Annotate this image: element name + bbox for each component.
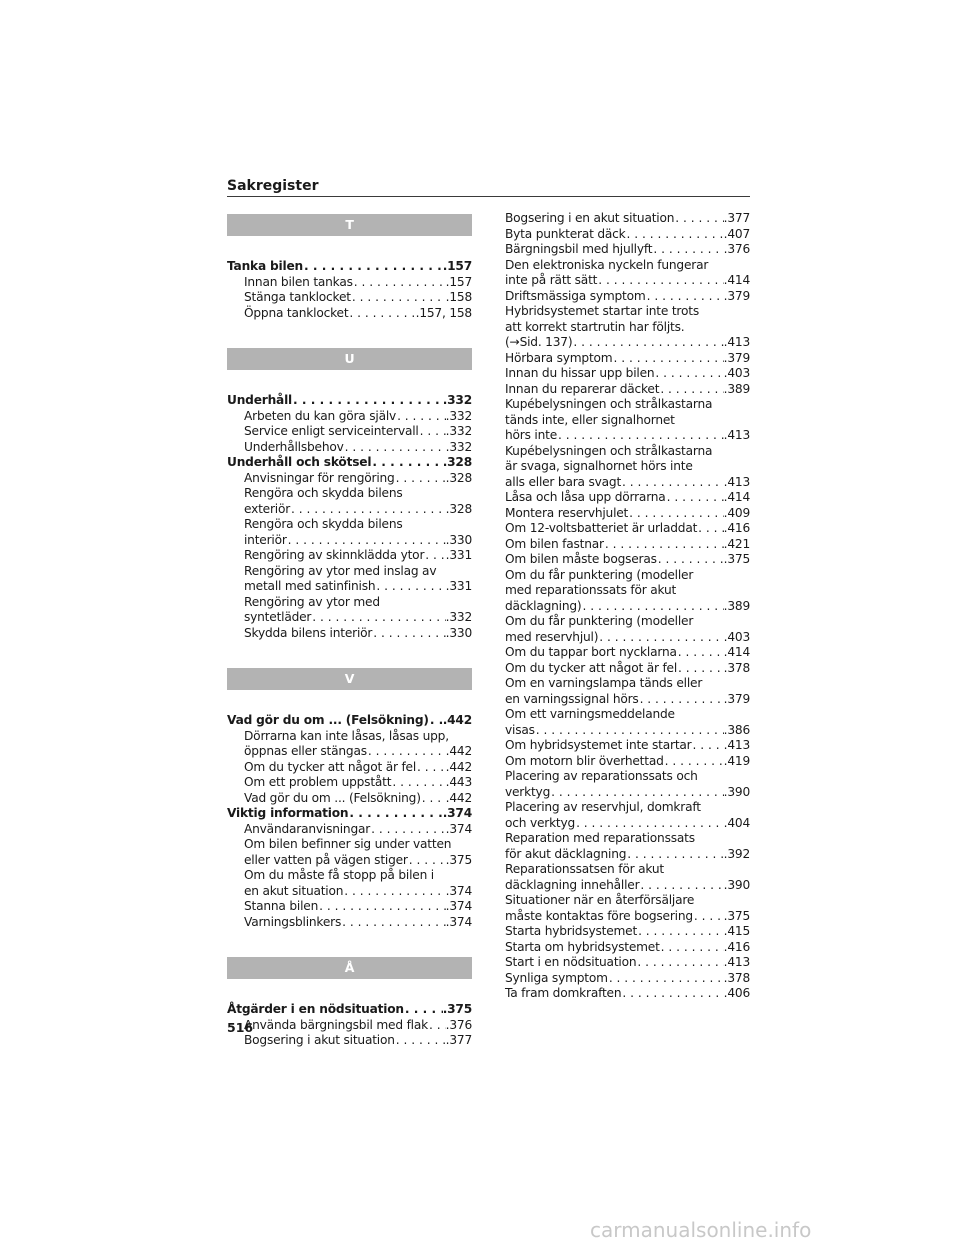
index-entry[interactable]: Anvisningar för rengöring . . . .328 bbox=[227, 471, 472, 487]
index-entry[interactable]: måste kontaktas före bogsering . . . .375 bbox=[505, 909, 750, 925]
index-entry[interactable]: eller vatten på vägen stiger . . . .375 bbox=[227, 853, 472, 869]
index-entry-line: Kupébelysningen och strålkastarna bbox=[505, 397, 713, 411]
index-entry[interactable]: Byta punkterat däck . . . .407 bbox=[505, 227, 750, 243]
index-entry-line: att korrekt startrutin har följts. bbox=[505, 319, 685, 334]
watermark: carmanualsonline.info bbox=[590, 1218, 812, 1242]
index-entry-line: tänds inte, eller signalhornet bbox=[505, 412, 675, 427]
index-entry[interactable]: Bogsering i akut situation . . . .377 bbox=[227, 1033, 472, 1049]
index-entry-line: Placering av reservhjul, domkraft bbox=[505, 800, 701, 814]
index-entry-line: Om en varningslampa tänds eller bbox=[505, 676, 703, 690]
index-entry-line: Om du måste få stopp på bilen i bbox=[244, 868, 434, 882]
index-entry[interactable]: interiör . . . .330 bbox=[227, 533, 472, 549]
index-entry-line: Placering av reparationssats och bbox=[505, 769, 698, 783]
index-entry-line: Rengöra och skydda bilens bbox=[244, 517, 403, 531]
index-entry-main[interactable]: Underhåll och skötsel . . . .328 bbox=[227, 455, 472, 471]
index-entry[interactable]: en akut situation . . . .374 bbox=[227, 884, 472, 900]
index-entry-line: Om du får punktering (modeller bbox=[505, 567, 694, 582]
index-entry[interactable]: (→Sid. 137) . . . .413 bbox=[505, 335, 750, 351]
index-entry[interactable]: och verktyg . . . .404 bbox=[505, 816, 750, 832]
index-entry[interactable]: Stanna bilen . . . .374 bbox=[227, 899, 472, 915]
index-entry[interactable]: för akut däcklagning . . . .392 bbox=[505, 847, 750, 863]
index-entry[interactable]: Om 12-voltsbatteriet är urladdat . . . .416 bbox=[505, 521, 750, 537]
index-entry[interactable]: Starta hybridsystemet . . . .415 bbox=[505, 924, 750, 940]
index-entry[interactable]: Hörbara symptom . . . .379 bbox=[505, 351, 750, 367]
index-entry-main[interactable]: Åtgärder i en nödsituation . . . .375 bbox=[227, 1002, 472, 1018]
index-entry[interactable]: verktyg . . . .390 bbox=[505, 785, 750, 801]
index-entry-line: är svaga, signalhornet hörs inte bbox=[505, 459, 693, 473]
right-column bbox=[505, 211, 750, 1002]
index-entry-line: Reparation med reparationssats bbox=[505, 831, 695, 845]
index-entry[interactable]: Service enligt serviceintervall . . . .332 bbox=[227, 424, 472, 440]
index-entry-line: Kupébelysningen och strålkastarna bbox=[505, 443, 713, 458]
index-entry[interactable]: Driftsmässiga symptom . . . .379 bbox=[505, 289, 750, 305]
index-entry-line: Om ett varningsmeddelande bbox=[505, 707, 675, 721]
page-number: 516 bbox=[227, 1020, 254, 1035]
left-column bbox=[227, 214, 472, 1049]
index-entry-line: Hybridsystemet startar inte trots bbox=[505, 304, 699, 318]
index-entry[interactable]: Skydda bilens interiör . . . .330 bbox=[227, 626, 472, 642]
index-entry[interactable]: alls eller bara svagt . . . .413 bbox=[505, 475, 750, 491]
index-entry[interactable]: syntetläder . . . .332 bbox=[227, 610, 472, 626]
index-entry-line: Om du får punktering (modeller bbox=[505, 614, 694, 628]
index-entry[interactable]: Montera reservhjulet . . . .409 bbox=[505, 506, 750, 522]
letter-bar-t: T bbox=[227, 214, 472, 236]
index-entry[interactable]: Om du tycker att något är fel . . . .442 bbox=[227, 760, 472, 776]
letter-bar-aa: Å bbox=[227, 957, 472, 979]
index-entry-line: Om bilen befinner sig under vatten bbox=[244, 837, 452, 851]
index-entry[interactable]: Om du tycker att något är fel . . . .378 bbox=[505, 661, 750, 677]
index-entry[interactable]: hörs inte . . . .413 bbox=[505, 428, 750, 444]
index-entry[interactable]: Starta om hybridsystemet . . . .416 bbox=[505, 940, 750, 956]
index-entry[interactable]: Om du tappar bort nycklarna . . . .414 bbox=[505, 645, 750, 661]
index-entry-line: Dörrarna kan inte låsas, låsas upp, bbox=[244, 728, 449, 743]
letter-bar-u: U bbox=[227, 348, 472, 370]
index-entry-main[interactable]: Vad gör du om ... (Felsökning) . . . .442 bbox=[227, 713, 472, 729]
index-entry[interactable]: inte på rätt sätt . . . .414 bbox=[505, 273, 750, 289]
index-entry-line: Rengöring av ytor med bbox=[244, 594, 380, 609]
index-entry[interactable]: Stänga tanklocket . . . .158 bbox=[227, 290, 472, 306]
index-entry-line: Rengöra och skydda bilens bbox=[244, 486, 403, 500]
index-entry-line: Rengöring av ytor med inslag av bbox=[244, 563, 437, 578]
index-entry[interactable]: Använda bärgningsbil med flak . . . .376 bbox=[227, 1018, 472, 1034]
index-entry[interactable]: öppnas eller stängas . . . .442 bbox=[227, 744, 472, 760]
index-entry-main[interactable]: Tanka bilen . . . .157 bbox=[227, 259, 472, 275]
index-entry[interactable]: med reservhjul) . . . .403 bbox=[505, 630, 750, 646]
index-entry[interactable]: Låsa och låsa upp dörrarna . . . .414 bbox=[505, 490, 750, 506]
index-entry[interactable]: Innan du reparerar däcket . . . .389 bbox=[505, 382, 750, 398]
index-entry[interactable]: Rengöring av skinnklädda ytor . . . .331 bbox=[227, 548, 472, 564]
index-entry[interactable]: Om bilen fastnar . . . .421 bbox=[505, 537, 750, 553]
index-entry[interactable]: Innan du hissar upp bilen . . . .403 bbox=[505, 366, 750, 382]
index-entry[interactable]: Arbeten du kan göra själv . . . .332 bbox=[227, 409, 472, 425]
index-entry[interactable]: däcklagning) . . . .389 bbox=[505, 599, 750, 615]
index-entry[interactable]: Om ett problem uppstått . . . .443 bbox=[227, 775, 472, 791]
index-entry[interactable]: exteriör . . . .328 bbox=[227, 502, 472, 518]
index-entry[interactable]: däcklagning innehåller . . . .390 bbox=[505, 878, 750, 894]
index-entry-line: Situationer när en återförsäljare bbox=[505, 893, 695, 907]
index-entry[interactable]: metall med satinfinish . . . .331 bbox=[227, 579, 472, 595]
index-header bbox=[227, 178, 750, 197]
index-entry-main[interactable]: Underhåll . . . .332 bbox=[227, 393, 472, 409]
index-entry[interactable]: Användaranvisningar . . . .374 bbox=[227, 822, 472, 838]
index-entry[interactable]: Öppna tanklocket . . . .157, 158 bbox=[227, 306, 472, 322]
index-entry[interactable]: Ta fram domkraften . . . .406 bbox=[505, 986, 750, 1002]
index-entry[interactable]: Start i en nödsituation . . . .413 bbox=[505, 955, 750, 971]
index-entry[interactable]: Om bilen måste bogseras . . . .375 bbox=[505, 552, 750, 568]
index-entry[interactable]: Bogsering i en akut situation . . . .377 bbox=[505, 211, 750, 227]
index-entry[interactable]: Bärgningsbil med hjullyft . . . .376 bbox=[505, 242, 750, 258]
index-entry-main[interactable]: Viktig information . . . .374 bbox=[227, 806, 472, 822]
letter-bar-v: V bbox=[227, 668, 472, 690]
index-entry[interactable]: Underhållsbehov . . . .332 bbox=[227, 440, 472, 456]
index-entry[interactable]: visas . . . .386 bbox=[505, 723, 750, 739]
index-entry-line: med reparationssats för akut bbox=[505, 583, 677, 597]
index-entry-line: Den elektroniska nyckeln fungerar bbox=[505, 257, 709, 272]
index-title: Sakregister bbox=[227, 178, 319, 194]
index-entry[interactable]: Innan bilen tankas . . . .157 bbox=[227, 275, 472, 291]
index-entry[interactable]: Vad gör du om ... (Felsökning) . . . .442 bbox=[227, 791, 472, 807]
index-entry[interactable]: Om hybridsystemet inte startar . . . .413 bbox=[505, 738, 750, 754]
index-entry-line: Reparationssatsen för akut bbox=[505, 862, 664, 876]
index-entry[interactable]: Synliga symptom . . . .378 bbox=[505, 971, 750, 987]
index-entry[interactable]: en varningssignal hörs . . . .379 bbox=[505, 692, 750, 708]
index-entry[interactable]: Varningsblinkers . . . .374 bbox=[227, 915, 472, 931]
index-entry[interactable]: Om motorn blir överhettad . . . .419 bbox=[505, 754, 750, 770]
